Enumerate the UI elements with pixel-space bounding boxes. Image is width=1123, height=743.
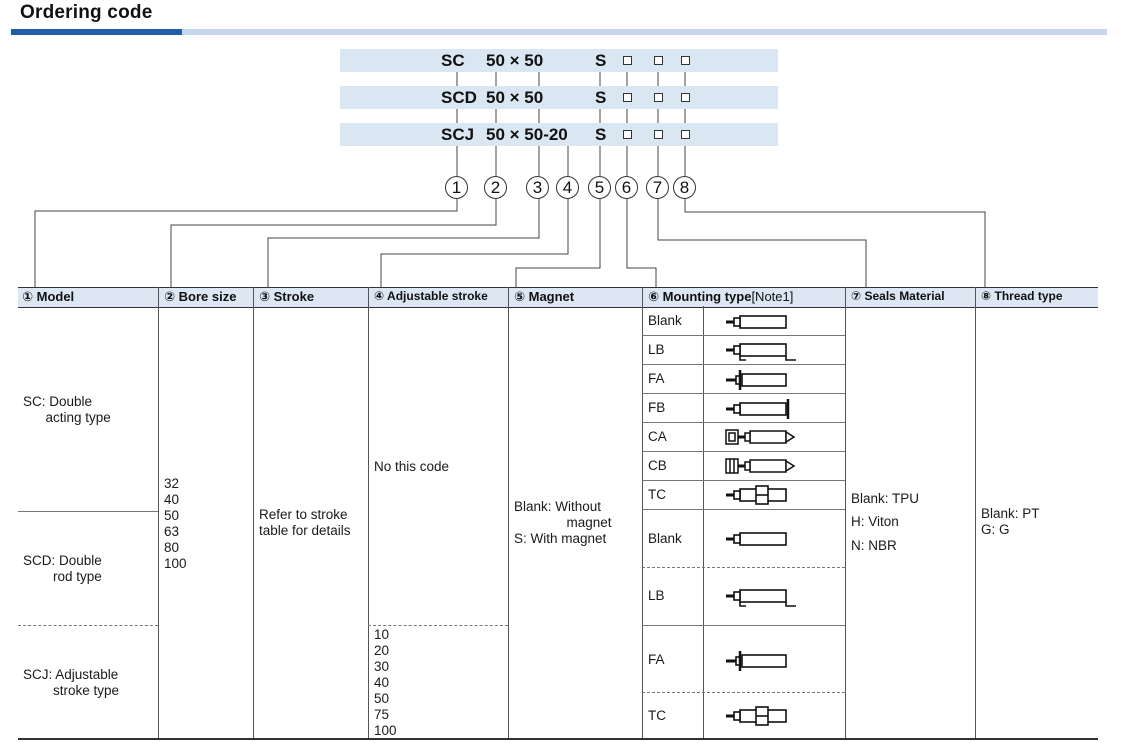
row-divider-dashed	[18, 625, 158, 626]
mount-code-fa: FA	[648, 371, 665, 386]
double-rod-foot-icon	[724, 586, 800, 608]
double-rod-basic-icon	[724, 530, 790, 548]
adjustable-values: 10 20 30 40 50 75 100	[374, 627, 397, 738]
mount-code-cb: CB	[648, 458, 667, 473]
column-divider	[368, 287, 369, 739]
row-divider	[642, 335, 845, 336]
single-clevis-cylinder-icon	[724, 428, 798, 446]
table-bottom-border	[18, 738, 1098, 740]
header-mounting-type	[648, 289, 793, 305]
code-bore-stroke-scd: 50 × 50	[486, 88, 544, 107]
code-model-sc: SC	[441, 51, 465, 70]
column-divider	[975, 287, 976, 739]
seal-option-nbr: N: NBR	[851, 538, 897, 553]
seal-option-viton: H: Viton	[851, 514, 899, 529]
row-divider-dashed	[368, 625, 508, 626]
row-divider	[642, 480, 845, 481]
code-magnet-scj: S	[595, 125, 607, 144]
column-divider	[253, 287, 254, 739]
row-divider	[642, 422, 845, 423]
header-thread-type: ⑧ Thread type	[981, 289, 1063, 303]
mount-code-double-lb: LB	[648, 588, 665, 603]
foot-mount-cylinder-icon	[724, 340, 800, 362]
adjustable-trunnion-icon	[724, 706, 790, 726]
header-seals-material: ⑦ Seals Material	[851, 289, 945, 303]
header-stroke: ③ Stroke	[259, 289, 315, 304]
row-divider	[642, 364, 845, 365]
mount-code-double-blank: Blank	[648, 531, 682, 546]
callout-8: 8	[673, 176, 696, 199]
column-divider	[642, 287, 643, 739]
mount-code-lb: LB	[648, 342, 665, 357]
callout-7: 7	[646, 176, 669, 199]
callout-6: 6	[615, 176, 638, 199]
column-divider	[508, 287, 509, 739]
callout-1: 1	[445, 176, 468, 199]
adjustable-flange-icon	[724, 650, 790, 672]
header-mounting-note: [Note1]	[751, 289, 794, 304]
column-divider	[845, 287, 846, 739]
row-divider	[642, 451, 845, 452]
model-scj: SCJ: Adjustable stroke type	[23, 667, 120, 698]
code-model-scj: SCJ	[441, 125, 475, 144]
mount-code-blank: Blank	[648, 313, 682, 328]
code-magnet-sc: S	[595, 51, 607, 70]
double-clevis-cylinder-icon	[724, 457, 798, 475]
header-mounting-label: ⑥ Mounting type	[648, 289, 752, 304]
row-divider-dashed	[642, 567, 845, 568]
header-magnet: ⑤ Magnet	[514, 289, 575, 304]
callout-3: 3	[526, 176, 549, 199]
row-divider	[18, 511, 158, 512]
thread-options: Blank: PT G: G	[981, 506, 1040, 537]
model-scd: SCD: Double rod type	[23, 553, 102, 584]
rear-flange-cylinder-icon	[724, 398, 794, 420]
column-divider	[703, 306, 704, 739]
row-divider	[642, 393, 845, 394]
trunnion-cylinder-icon	[724, 485, 790, 505]
header-adjustable-stroke: ④ Adjustable stroke	[374, 289, 488, 303]
page-title: Ordering code	[20, 2, 153, 23]
code-bore-stroke-sc: 50 × 50	[486, 51, 544, 70]
code-bore-stroke-scj: 50 × 50-20	[486, 125, 568, 144]
mount-code-tc: TC	[648, 487, 666, 502]
callout-5: 5	[588, 176, 611, 199]
mount-code-adj-fa: FA	[648, 652, 665, 667]
row-divider	[642, 509, 845, 510]
mount-code-fb: FB	[648, 400, 666, 415]
magnet-text: Blank: Without magnet S: With magnet	[514, 499, 612, 546]
adjustable-no-code: No this code	[374, 459, 450, 474]
mount-code-adj-tc: TC	[648, 708, 666, 723]
row-divider	[642, 625, 845, 626]
front-flange-cylinder-icon	[724, 369, 790, 391]
callout-2: 2	[484, 176, 507, 199]
mount-code-ca: CA	[648, 429, 667, 444]
row-divider-dashed	[642, 692, 845, 693]
model-sc: SC: Double acting type	[23, 394, 111, 425]
header-model: ① Model	[22, 289, 75, 304]
header-bore-size: ② Bore size	[164, 289, 237, 304]
column-divider	[158, 287, 159, 739]
basic-cylinder-icon	[724, 313, 790, 331]
seal-option-tpu: Blank: TPU	[851, 491, 920, 506]
stroke-text: Refer to stroke table for details	[259, 507, 351, 538]
code-magnet-scd: S	[595, 88, 607, 107]
bore-size-list: 32 40 50 63 80 100	[164, 476, 187, 571]
callout-4: 4	[556, 176, 579, 199]
code-model-scd: SCD	[441, 88, 477, 107]
